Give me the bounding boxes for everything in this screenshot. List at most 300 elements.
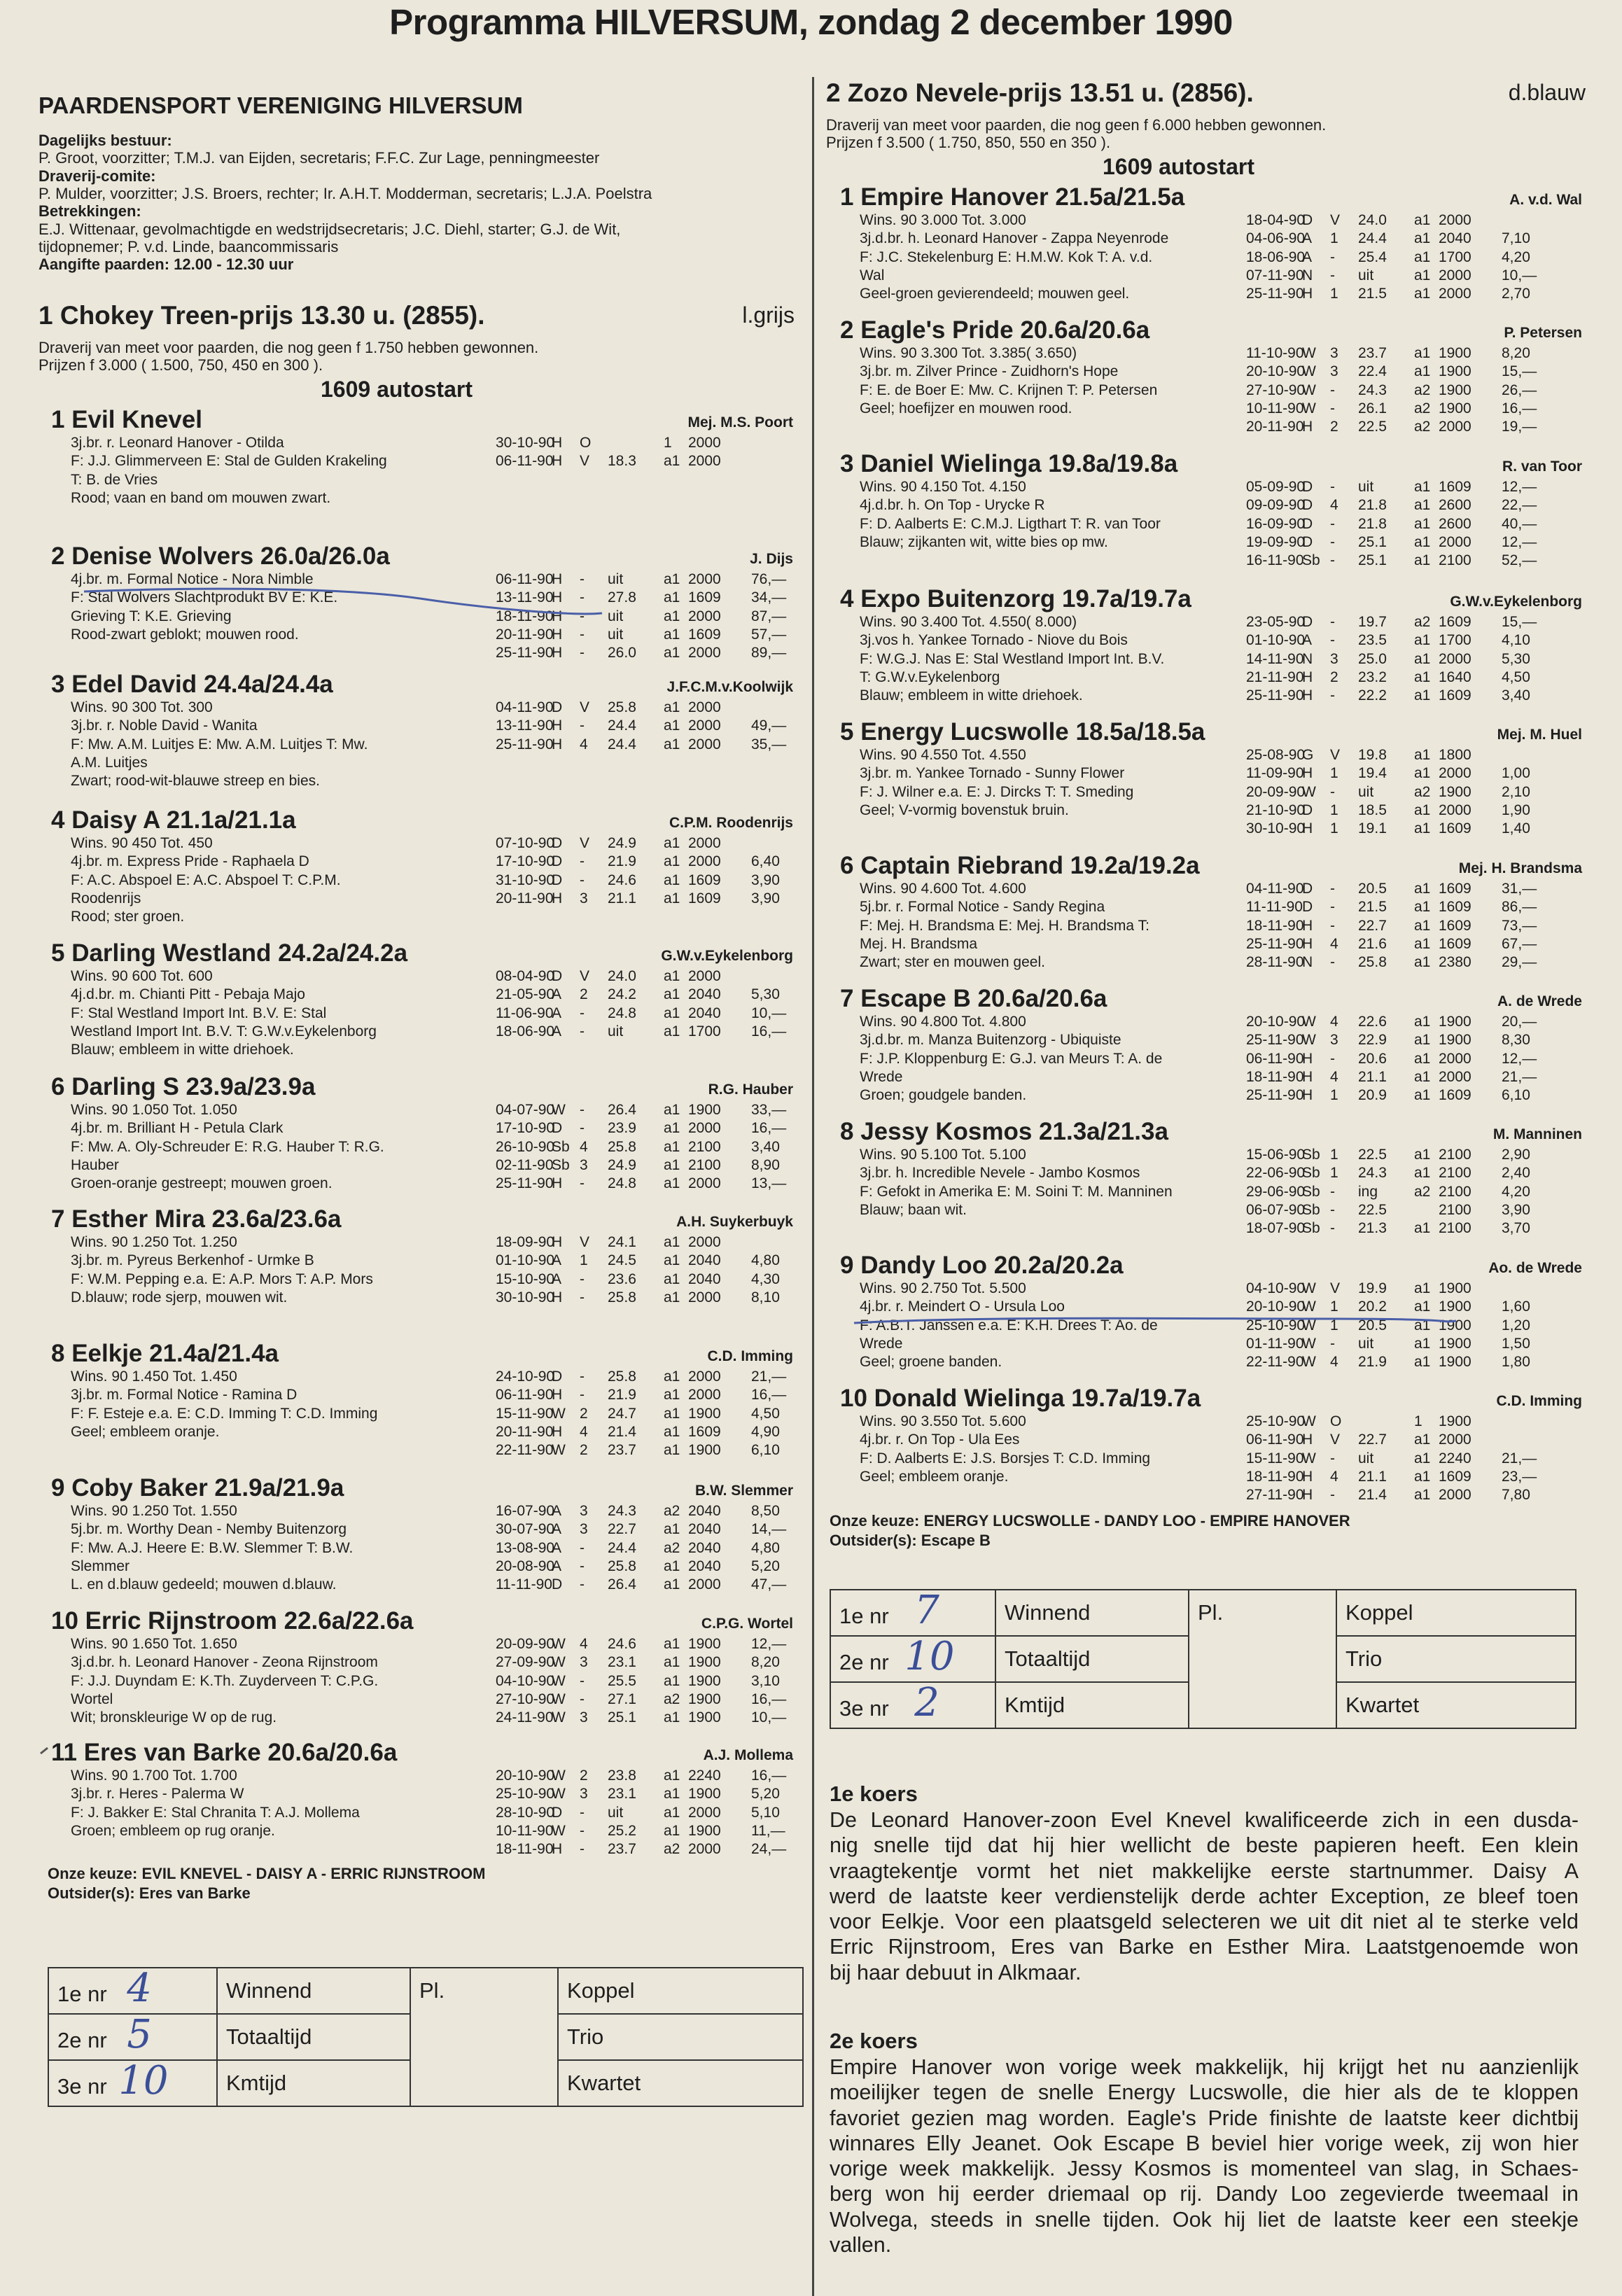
result-cell: W	[1302, 1298, 1316, 1315]
result-cell: 19.8	[1358, 747, 1387, 763]
horse-info-line: Wins. 90 3.300 Tot. 3.385( 3.650)	[860, 345, 1077, 361]
result-cell: 18-11-90	[496, 1841, 554, 1858]
result-cell: 25.2	[608, 1822, 636, 1839]
result-cell: -	[1330, 533, 1335, 550]
result-cell: 25-11-90	[496, 736, 554, 752]
result-cell: H	[1302, 419, 1313, 435]
horse-info-line: Roodenrijs	[71, 890, 141, 906]
result-cell: 2100	[1439, 1165, 1471, 1182]
box-winnend: Winnend	[217, 1968, 410, 2014]
result-cell: D	[1302, 479, 1313, 495]
result-cell: H	[1302, 1050, 1313, 1067]
horse-info-line: F: Mw. A. Oly-Schreuder E: R.G. Hauber T: R.G.	[71, 1138, 384, 1155]
horse-info-line: 4j.br. m. Express Pride - Raphaela D	[71, 853, 309, 870]
result-cell: V	[580, 1234, 590, 1250]
result-cell: H	[552, 571, 563, 587]
result-cell: a1	[664, 1521, 680, 1538]
result-cell: 21-05-90	[496, 986, 555, 1003]
result-cell: 8,20	[1502, 345, 1530, 361]
result-cell: H	[1302, 687, 1313, 704]
result-cell: 73,—	[1502, 917, 1537, 934]
horse-info-line: Wit; bronskleurige W op de rug.	[71, 1709, 277, 1726]
result-cell: 2000	[688, 608, 721, 624]
result-cell: 04-11-90	[1246, 881, 1304, 897]
result-cell: 11-11-90	[1246, 899, 1303, 916]
result-cell: W	[552, 1709, 566, 1726]
result-cell: 13-11-90	[496, 718, 554, 734]
horse-name: 4 Expo Buitenzorg 19.7a/19.7a	[840, 585, 1191, 612]
horse-info-line: F: E. de Boer E: Mw. C. Krijnen T: P. Petersen	[860, 382, 1158, 398]
result-cell: 1900	[688, 1102, 721, 1118]
result-cell: 16-11-90	[1246, 552, 1304, 569]
result-cell: 2,10	[1502, 783, 1530, 800]
commentary-line: bij haar debuut in Alkmaar.	[830, 1960, 1082, 1984]
result-cell: a1	[1414, 286, 1431, 302]
horse-info-line: Wins. 90 4.150 Tot. 4.150	[860, 479, 1026, 495]
result-cell: W	[552, 1690, 566, 1707]
result-cell: -	[1330, 1450, 1335, 1466]
horse-name: 8 Eelkje 21.4a/21.4a	[51, 1340, 279, 1367]
result-cell: 10-11-90	[496, 1822, 554, 1839]
result-cell: 26.4	[608, 1102, 636, 1118]
result-cell: 5,30	[1502, 650, 1530, 667]
result-cell: A	[1302, 632, 1313, 649]
result-cell: 20-09-90	[1246, 783, 1306, 800]
horse-info-line: F: J. Wilner e.a. E: J. Dircks T: T. Smeding	[860, 783, 1134, 800]
association-line: P. Mulder, voorzitter; J.S. Broers, rechter; Ir. A.H.T. Modderman, secretaris; L.J.A. Poelstra	[39, 184, 652, 202]
result-cell: a1	[664, 1822, 680, 1839]
result-cell: 1	[1330, 230, 1338, 247]
result-cell: 1700	[1439, 632, 1471, 649]
result-cell: 1	[664, 435, 672, 451]
result-cell: -	[1330, 899, 1335, 916]
horse-info-line: 3j.br. r. Heres - Palerma W	[71, 1786, 244, 1802]
result-cell: 04-10-90	[496, 1672, 555, 1689]
result-cell: W	[552, 1405, 566, 1422]
result-cell: a1	[1414, 552, 1431, 569]
commentary-line: favoriet gezien mag worden. Eagle's Pride finishte de laatste keer dichtbij	[830, 2106, 1579, 2130]
horse-info-line: Geel; embleem oranje.	[860, 1468, 1009, 1485]
result-cell: 4	[1330, 935, 1338, 952]
result-cell: Sb	[1302, 1220, 1320, 1237]
result-cell: -	[580, 1004, 585, 1021]
result-cell: 3,40	[751, 1138, 780, 1155]
result-cell: 2040	[1439, 230, 1471, 247]
horse-info-line: Geel; embleem oranje.	[71, 1423, 220, 1440]
result-cell: W	[552, 1672, 566, 1689]
result-cell: W	[1302, 1014, 1316, 1030]
result-cell: a1	[1414, 899, 1431, 916]
result-cell: 27-09-90	[496, 1654, 555, 1671]
horse-info-line: Wins. 90 1.250 Tot. 1.250	[71, 1234, 237, 1250]
result-cell: 20-10-90	[1246, 1298, 1306, 1315]
result-cell: 1609	[1439, 1468, 1471, 1485]
result-cell: W	[552, 1822, 566, 1839]
result-cell: a1	[664, 1234, 680, 1250]
result-cell: D	[552, 1120, 563, 1137]
result-cell: a1	[1414, 497, 1431, 514]
result-cell: H	[552, 589, 563, 606]
result-cell: 21.1	[1358, 1468, 1387, 1485]
result-cell: 29-06-90	[1246, 1183, 1306, 1200]
result-cell: a2	[1414, 783, 1431, 800]
result-cell: 2040	[688, 1004, 721, 1021]
result-cell: a1	[664, 1156, 680, 1173]
horse-info-line: Wins. 90 1.450 Tot. 1.450	[71, 1368, 237, 1385]
result-cell: a1	[1414, 935, 1431, 952]
result-cell: H	[552, 608, 563, 624]
result-cell: 1900	[1439, 1298, 1471, 1315]
horse-name: 4 Daisy A 21.1a/21.1a	[51, 806, 296, 834]
result-cell: a2	[1414, 400, 1431, 416]
horse-info-line: Groen; embleem op rug oranje.	[71, 1822, 275, 1839]
result-cell: N	[1302, 650, 1313, 667]
result-cell: 2040	[688, 1558, 721, 1574]
result-cell: 1,90	[1502, 802, 1530, 818]
page-title: Programma HILVERSUM, zondag 2 december 1990	[389, 2, 1233, 42]
result-cell: 21,—	[1502, 1450, 1537, 1466]
result-cell: 20-10-90	[1246, 1014, 1306, 1030]
result-cell: 29,—	[1502, 954, 1537, 971]
result-cell: 1900	[688, 1442, 721, 1459]
result-cell: 06-11-90	[496, 571, 554, 587]
result-cell: a1	[664, 872, 680, 888]
box2-winnend: Winnend	[995, 1590, 1189, 1636]
result-cell: 16,—	[751, 1120, 787, 1137]
result-cell: H	[552, 718, 563, 734]
result-cell: 12,—	[1502, 479, 1537, 495]
result-cell: 1609	[1439, 687, 1471, 704]
result-cell: A	[1302, 248, 1313, 265]
result-cell: H	[1302, 286, 1313, 302]
result-cell: 8,10	[751, 1289, 780, 1306]
result-cell: 25-11-90	[1246, 935, 1304, 952]
result-cell: 04-07-90	[496, 1102, 555, 1118]
horse-name: 10 Erric Rijnstroom 22.6a/22.6a	[51, 1607, 414, 1634]
result-cell: 2000	[1439, 286, 1471, 302]
result-cell: 1	[1330, 1317, 1338, 1334]
result-cell: 2600	[1439, 515, 1471, 532]
result-cell: 26.4	[608, 1576, 636, 1593]
horse-info-line: Mej. H. Brandsma	[860, 935, 978, 952]
result-cell: 1609	[688, 890, 721, 906]
horse-info-line: 4j.br. m. Formal Notice - Nora Nimble	[71, 571, 314, 587]
result-cell: a1	[1414, 1298, 1431, 1315]
result-cell: V	[580, 699, 590, 715]
result-cell: 27-11-90	[1246, 1487, 1304, 1504]
horse-info-line: Wins. 90 300 Tot. 300	[71, 699, 213, 715]
result-cell: a1	[664, 1405, 680, 1422]
result-cell: V	[1330, 212, 1341, 228]
result-cell: 2100	[688, 1156, 721, 1173]
result-cell: 22.7	[608, 1521, 636, 1538]
horse-name: 2 Eagle's Pride 20.6a/20.6a	[840, 316, 1150, 344]
result-cell: D	[1302, 899, 1313, 916]
result-cell: A	[552, 1539, 562, 1556]
result-cell: 1900	[1439, 1354, 1471, 1371]
result-cell: 2000	[1439, 419, 1471, 435]
result-cell: 1900	[1439, 382, 1471, 398]
result-cell: 24-10-90	[496, 1368, 555, 1385]
box2-trio: Trio	[1336, 1636, 1576, 1682]
result-cell: 20,—	[1502, 1014, 1537, 1030]
result-cell: 1640	[1439, 668, 1471, 685]
result-cell: 1900	[1439, 1317, 1471, 1334]
horse-info-line: D.blauw; rode sjerp, mouwen wit.	[71, 1289, 288, 1306]
result-cell: 21.4	[1358, 1487, 1387, 1504]
result-cell: D	[552, 968, 563, 984]
result-cell: 16,—	[1502, 400, 1537, 416]
result-cell: 21.5	[1358, 899, 1387, 916]
result-cell: 2040	[688, 1539, 721, 1556]
horse-trainer: Mej. M. Huel	[1497, 727, 1582, 743]
result-cell: 1900	[688, 1709, 721, 1726]
result-cell: H	[1302, 1468, 1313, 1485]
result-cell: 3,10	[751, 1672, 780, 1689]
result-cell: a1	[664, 1252, 680, 1269]
result-cell: 2100	[1439, 1220, 1471, 1237]
result-cell: D	[1302, 515, 1313, 532]
result-cell: a1	[664, 1368, 680, 1385]
result-cell: a1	[664, 626, 680, 643]
result-cell: a1	[1414, 881, 1431, 897]
box2-row-2: 2e nr 10	[830, 1636, 995, 1682]
result-cell: 40,—	[1502, 515, 1537, 532]
horse-info-line: 3j.br. m. Formal Notice - Ramina D	[71, 1387, 298, 1404]
result-cell: 2000	[688, 453, 721, 470]
result-cell: a1	[664, 1636, 680, 1652]
result-cell: 23.7	[1358, 345, 1387, 361]
result-cell: 15,—	[1502, 614, 1537, 630]
result-cell: 25-08-90	[1246, 747, 1306, 763]
result-cell: uit	[1358, 479, 1374, 495]
result-cell: 25-10-90	[1246, 1317, 1306, 1334]
box-row-3: 3e nr 10	[48, 2060, 217, 2106]
result-cell: uit	[1358, 1335, 1374, 1352]
result-cell: N	[1302, 954, 1313, 971]
result-cell: 24.9	[608, 1156, 636, 1173]
result-cell: 1	[1330, 1087, 1338, 1104]
result-cell: 1900	[1439, 400, 1471, 416]
horse-info-line: 3j.d.br. h. Leonard Hanover - Zappa Neyenrode	[860, 230, 1169, 247]
result-cell: 23.5	[1358, 632, 1387, 649]
result-cell: 12,—	[751, 1636, 787, 1652]
result-cell: 3,90	[751, 872, 780, 888]
horse-info-line: F: D. Aalberts E: C.M.J. Ligthart T: R. van Toor	[860, 515, 1161, 532]
result-cell: 30-10-90	[496, 435, 555, 451]
result-cell: 1900	[688, 1636, 721, 1652]
horse-info-line: Hauber	[71, 1156, 119, 1173]
result-cell: 24.4	[608, 1539, 636, 1556]
result-cell: D	[552, 1576, 563, 1593]
race-1-desc-2: Prijzen f 3.000 ( 1.500, 750, 450 en 300 ).	[39, 356, 323, 374]
result-cell: a1	[664, 1768, 680, 1784]
horse-info-line: Geel-groen gevierendeeld; mouwen geel.	[860, 286, 1130, 302]
box-row-2: 2e nr 5	[48, 2014, 217, 2060]
result-cell: 1609	[688, 589, 721, 606]
result-cell: 24.8	[608, 1175, 636, 1192]
result-cell: 2,90	[1502, 1147, 1530, 1163]
horse-info-line: Wins. 90 1.650 Tot. 1.650	[71, 1636, 237, 1652]
horse-info-line: F: J.J. Glimmerveen E: Stal de Gulden Krakeling	[71, 453, 387, 470]
result-cell: 18-07-90	[1246, 1220, 1306, 1237]
result-cell: 20.6	[1358, 1050, 1387, 1067]
result-cell: 1900	[688, 1786, 721, 1802]
race-1-subtitle: 1609 autostart	[321, 377, 473, 402]
result-cell: 87,—	[751, 608, 787, 624]
result-cell: 1,20	[1502, 1317, 1530, 1334]
result-cell: H	[552, 1841, 563, 1858]
commentary-line: moeilijker tegen de snelle Energy Lucswolle, die hier als de te kloppen	[830, 2080, 1579, 2105]
result-cell: -	[1330, 1183, 1335, 1200]
horse-trainer: R. van Toor	[1502, 458, 1582, 475]
result-cell: -	[1330, 552, 1335, 569]
result-cell: O	[580, 435, 592, 451]
horse-info-line: 4j.br. m. Brilliant H - Petula Clark	[71, 1120, 284, 1137]
horse-info-line: Wins. 90 3.550 Tot. 5.600	[860, 1413, 1026, 1429]
race-1-outsider: Outsider(s): Eres van Barke	[48, 1884, 251, 1902]
race-2-desc-2: Prijzen f 3.500 ( 1.750, 850, 550 en 350 ).	[826, 134, 1111, 151]
result-cell: 22-11-90	[496, 1442, 554, 1459]
result-cell: 20.5	[1358, 1317, 1387, 1334]
result-cell: a1	[664, 1120, 680, 1137]
result-cell: 2000	[688, 1841, 721, 1858]
result-cell: 8,90	[751, 1156, 780, 1173]
result-cell: H	[552, 626, 563, 643]
horse-info-line: Wal	[860, 267, 885, 284]
result-cell: D	[1302, 614, 1313, 630]
horse-info-line: 3j.br. h. Incredible Nevele - Jambo Kosmos	[860, 1165, 1140, 1182]
horse-info-line: 3j.br. r. Noble David - Wanita	[71, 718, 258, 734]
horse-info-line: Rood; ster groen.	[71, 909, 185, 925]
result-cell: 2100	[1439, 552, 1471, 569]
horse-info-line: 3j.br. m. Yankee Tornado - Sunny Flower	[860, 765, 1125, 782]
result-cell: D	[552, 853, 563, 870]
result-cell: 1900	[1439, 1413, 1471, 1429]
horse-name: 3 Edel David 24.4a/24.4a	[51, 671, 333, 698]
result-cell: W	[552, 1636, 566, 1652]
horse-info-line: Wins. 90 4.600 Tot. 4.600	[860, 881, 1026, 897]
result-cell: 1609	[688, 626, 721, 643]
result-cell: H	[1302, 1087, 1313, 1104]
result-cell: a1	[664, 589, 680, 606]
result-cell: 3	[1330, 1032, 1338, 1049]
horse-info-line: Wins. 90 5.100 Tot. 5.100	[860, 1147, 1026, 1163]
result-cell: W	[1302, 1317, 1316, 1334]
result-cell: -	[580, 1289, 585, 1306]
result-cell: 2	[580, 986, 588, 1003]
result-cell: D	[552, 1804, 563, 1821]
result-cell: V	[1330, 747, 1341, 763]
result-cell: D	[1302, 212, 1313, 228]
result-cell: 2000	[688, 1387, 721, 1404]
result-cell: V	[580, 453, 590, 470]
result-cell: 18-06-90	[496, 1023, 555, 1040]
horse-info-line: 3j.vos h. Yankee Tornado - Niove du Bois	[860, 632, 1128, 649]
result-cell: 21.9	[1358, 1354, 1387, 1371]
result-cell: 1900	[688, 1690, 721, 1707]
result-cell: 10,—	[1502, 267, 1537, 284]
result-cell: 23.6	[608, 1270, 636, 1287]
horse-info-line: F: Mw. A.J. Heere E: B.W. Slemmer T: B.W.	[71, 1539, 354, 1556]
result-cell: 25.1	[1358, 552, 1387, 569]
result-cell: 25-10-90	[496, 1786, 555, 1802]
result-cell: a1	[1414, 747, 1431, 763]
result-cell: 1,60	[1502, 1298, 1530, 1315]
result-cell: W	[552, 1102, 566, 1118]
horse-info-line: 4j.d.br. h. On Top - Urycke R	[860, 497, 1045, 514]
result-cell: W	[552, 1654, 566, 1671]
result-cell: 4	[580, 736, 588, 752]
result-cell: 18-11-90	[496, 608, 554, 624]
commentary-1-head: 1e koers	[830, 1782, 918, 1806]
result-cell: 1,00	[1502, 765, 1530, 782]
result-cell: 24.1	[608, 1234, 636, 1250]
horse-info-line: Wins. 90 1.700 Tot. 1.700	[71, 1768, 237, 1784]
result-cell: 18.5	[1358, 802, 1387, 818]
result-cell: 09-09-90	[1246, 497, 1306, 514]
result-cell: 11-06-90	[496, 1004, 554, 1021]
box-kwartet: Kwartet	[558, 2060, 803, 2106]
horse-info-line: F: Mw. A.M. Luitjes E: Mw. A.M. Luitjes T: Mw.	[71, 736, 368, 752]
result-cell: uit	[608, 1804, 624, 1821]
result-cell: 24.4	[608, 718, 636, 734]
result-cell: 1900	[688, 1672, 721, 1689]
result-cell: 11-09-90	[1246, 765, 1304, 782]
result-cell: -	[1330, 1335, 1335, 1352]
result-cell: a1	[664, 1709, 680, 1726]
horse-trainer: C.D. Imming	[1496, 1393, 1582, 1409]
result-cell: 20-10-90	[496, 1768, 555, 1784]
result-cell: uit	[608, 571, 624, 587]
result-cell: 86,—	[1502, 899, 1537, 916]
result-cell: Sb	[1302, 1183, 1320, 1200]
result-cell: -	[580, 853, 585, 870]
result-cell: 19.7	[1358, 614, 1387, 630]
result-cell: 01-11-90	[1246, 1335, 1304, 1352]
horse-info-line: Grieving T: K.E. Grieving	[71, 608, 232, 624]
result-cell: 1700	[688, 1023, 721, 1040]
horse-info-line: Blauw; embleem in witte driehoek.	[71, 1042, 294, 1058]
horse-info-line: Wins. 90 450 Tot. 450	[71, 835, 213, 851]
result-cell: 2000	[1439, 1487, 1471, 1504]
result-cell: 2000	[688, 718, 721, 734]
race-1-color: l.grijs	[742, 302, 795, 328]
result-cell: 52,—	[1502, 552, 1537, 569]
result-cell: 20-08-90	[496, 1558, 555, 1574]
result-cell: a1	[664, 835, 680, 851]
result-cell: 25.8	[608, 1138, 636, 1155]
result-cell: a2	[1414, 419, 1431, 435]
result-cell: 2000	[688, 1804, 721, 1821]
result-cell: V	[580, 835, 590, 851]
result-cell: A	[552, 1558, 562, 1574]
box2-row-1: 1e nr 7	[830, 1590, 995, 1636]
result-cell: Sb	[1302, 1147, 1320, 1163]
result-cell: W	[1302, 1032, 1316, 1049]
result-cell: 1609	[1439, 899, 1471, 916]
horse-info-line: F: A.B.T. Janssen e.a. E: K.H. Drees T: Ao. de	[860, 1317, 1158, 1334]
result-cell: 25.1	[608, 1709, 636, 1726]
result-cell: 19.1	[1358, 820, 1387, 837]
result-cell: a1	[1414, 820, 1431, 837]
horse-trainer: R.G. Hauber	[708, 1082, 793, 1098]
association-line: Aangifte paarden: 12.00 - 12.30 uur	[39, 255, 294, 274]
horse-info-line: F: A.C. Abspoel E: A.C. Abspoel T: C.P.M.	[71, 872, 341, 888]
result-cell: 20-09-90	[496, 1636, 555, 1652]
result-cell: V	[580, 968, 590, 984]
result-cell: a1	[1414, 954, 1431, 971]
